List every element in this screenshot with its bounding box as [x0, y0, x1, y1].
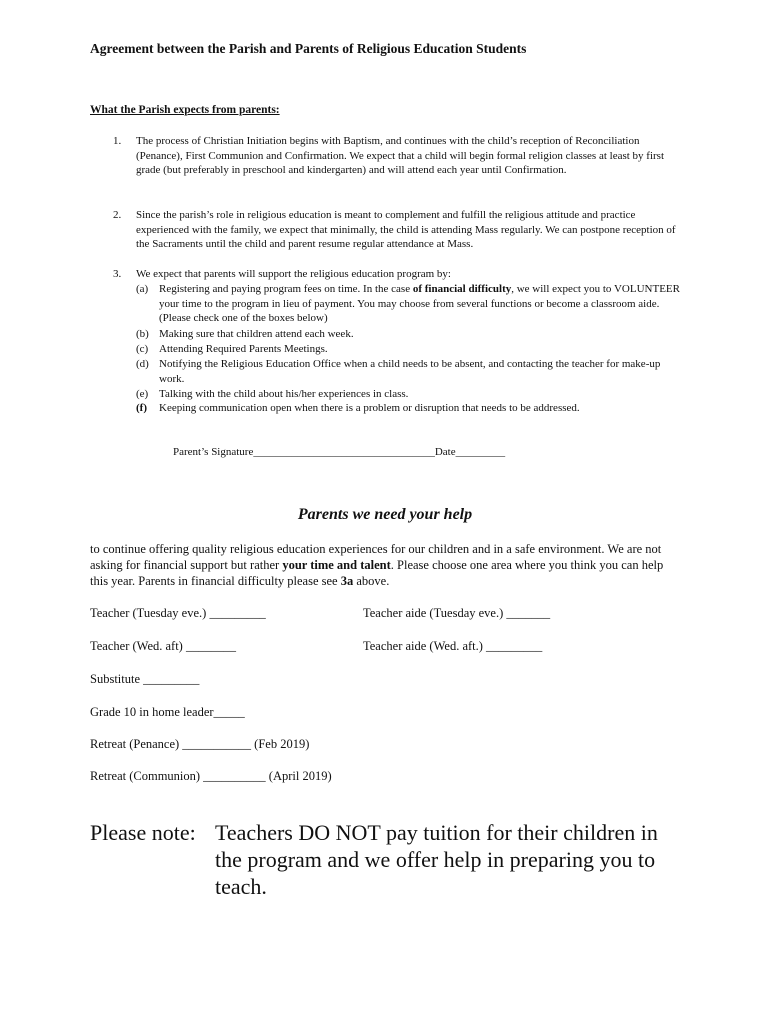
- subitem-e-letter: (e): [136, 388, 149, 400]
- document-title: Agreement between the Parish and Parents of Religious Education Students: [90, 41, 527, 56]
- subitem-c-text: Attending Required Parents Meetings.: [159, 343, 328, 355]
- subitem-a-letter: (a): [136, 283, 149, 295]
- subitem-c-letter: (c): [136, 343, 149, 355]
- expects-heading: What the Parish expects from parents:: [90, 104, 280, 116]
- subitem-f-letter: (f): [136, 402, 147, 414]
- intro-part2: . Please choose one area where you think you can help this year. Parents in financial difficulty please see: [90, 558, 664, 588]
- subitem-f-text: Keeping communication open when there is a problem or disruption that needs to be addressed.: [159, 402, 580, 414]
- option-teacher-tuesday[interactable]: Teacher (Tuesday eve.) _________: [90, 606, 266, 620]
- intro-part1: to continue offering quality religious education experiences for our children and in a safe environment. We are not asking for financial support but rather: [90, 542, 662, 572]
- intro-part3: above.: [353, 574, 390, 588]
- subitem-a-text: [159, 282, 684, 326]
- option-aide-wednesday[interactable]: Teacher aide (Wed. aft.) _________: [363, 639, 543, 653]
- option-substitute[interactable]: Substitute _________: [90, 672, 200, 686]
- item-3-number: 3.: [113, 268, 122, 280]
- option-grade10-leader[interactable]: Grade 10 in home leader_____: [90, 705, 245, 719]
- signature-line[interactable]: Parent’s Signature_________________________________Date_________: [173, 446, 506, 458]
- subitem-a-bold: of financial difficulty: [412, 283, 512, 295]
- intro-bold-time-talent: your time and talent: [282, 558, 391, 572]
- option-retreat-communion[interactable]: Retreat (Communion) __________ (April 2019): [90, 769, 332, 783]
- help-intro: [90, 541, 680, 589]
- help-heading: Parents we need your help: [297, 506, 473, 523]
- option-aide-tuesday[interactable]: Teacher aide (Tuesday eve.) _______: [363, 606, 551, 620]
- subitem-b-text: Making sure that children attend each week.: [159, 328, 354, 340]
- intro-bold-3a: 3a: [340, 574, 354, 588]
- note-text: Teachers DO NOT pay tuition for their children in the program and we offer help in preparing you to teach.: [215, 820, 658, 899]
- item-1-number: 1.: [113, 135, 122, 147]
- subitem-b-letter: (b): [136, 328, 149, 340]
- note-label: Please note:: [90, 820, 196, 845]
- item-3-text: We expect that parents will support the religious education program by:: [136, 268, 451, 280]
- option-retreat-penance[interactable]: Retreat (Penance) ___________ (Feb 2019): [90, 737, 310, 751]
- item-2-number: 2.: [113, 209, 122, 221]
- subitem-a-pre: Registering and paying program fees on time. In the case: [159, 283, 413, 295]
- option-teacher-wednesday[interactable]: Teacher (Wed. aft) ________: [90, 639, 236, 653]
- subitem-d-letter: (d): [136, 358, 149, 370]
- item-2-text: Since the parish’s role in religious education is meant to complement and fulfill the religious attitude and practice experienced with the family, we expect that minimally, the child is attending Mass regularly. We can postpone reception of the Sacraments until the child and parent resume regular attendance at Mass.: [136, 209, 676, 251]
- subitem-d-text: Notifying the Religious Education Office when a child needs to be absent, and contacting the teacher for make-up work.: [159, 358, 661, 385]
- subitem-e-text: Talking with the child about his/her experiences in class.: [159, 388, 409, 400]
- item-1-text: The process of Christian Initiation begins with Baptism, and continues with the child’s reception of Reconciliation (Penance), First Communion and Confirmation. We expect that a child will begin formal religion classes at least by first grade (but preferably in preschool and kindergarten) and will attend each year until Confirmation.: [136, 135, 665, 177]
- subitem-a-post: , we will expect you to VOLUNTEER your time to the program in lieu of payment. You may choose from several functions or become a classroom aide. (Please check one of the boxes below): [159, 283, 680, 325]
